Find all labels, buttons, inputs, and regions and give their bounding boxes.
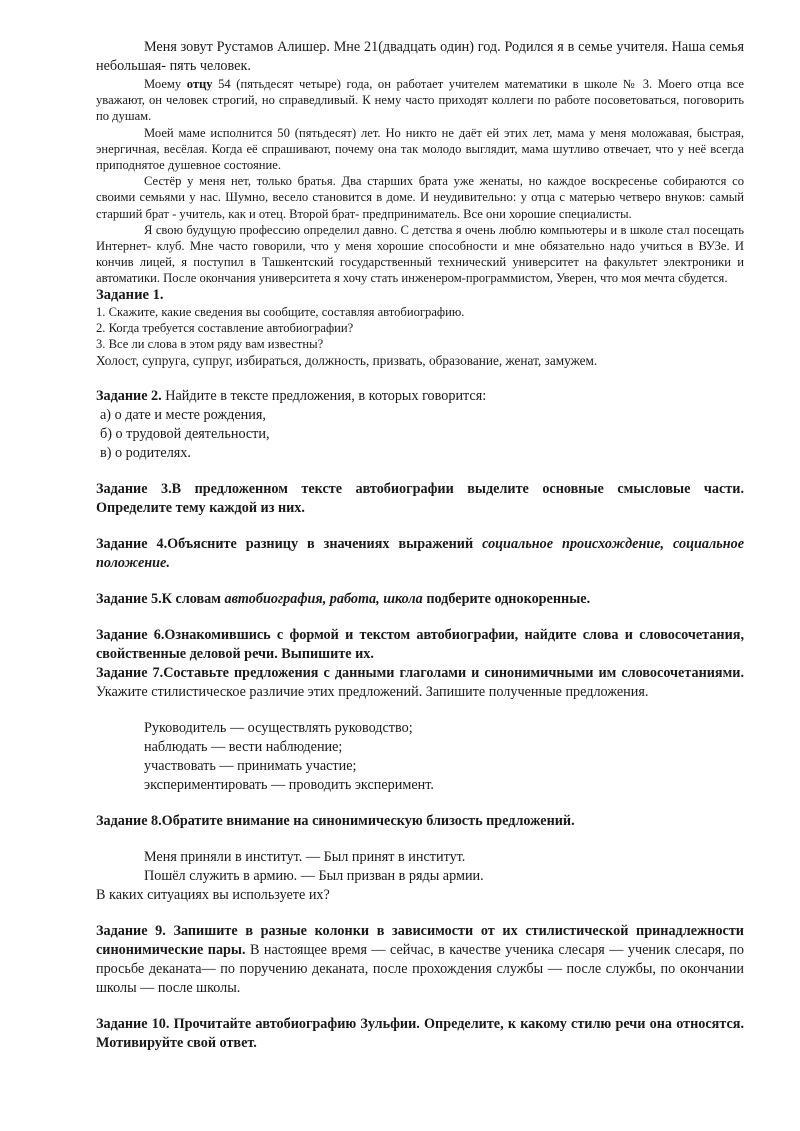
- task5-end: подберите однокоренные.: [422, 590, 591, 607]
- task8-example-2: Пошёл служить в армию. — Был призван в ряды армии.: [144, 867, 484, 884]
- task7-pair: наблюдать — вести наблюдение;: [144, 738, 343, 755]
- task5-text: [96, 590, 744, 609]
- task7-pair: экспериментировать — проводить эксперимент.: [144, 776, 434, 793]
- task2-item-a: а) о дате и месте рождения,: [100, 406, 266, 423]
- task9-rest: В настоящее время — сейчас, в качестве ученика слесаря — ученик слесаря, по просьбе деканата— по поручению деканата, после прохождения службы — после службы, по окончании школы — после школы.: [96, 941, 744, 996]
- bio-paragraph-3: Моей маме исполнится 50 (пятьдесят) лет. Но никто не даёт ей этих лет, мама у меня моложавая, быстрая, энергичная, весёлая. Когда её спрашивают, почему она так молодо выглядит, мама шутливо отвечает, что у неё всегда приподнятое душевное состояние.: [96, 125, 744, 173]
- task5-italic: автобиография, работа, школа: [224, 590, 423, 607]
- task4-text: [96, 535, 744, 573]
- bio-p2-start: Моему: [144, 77, 187, 91]
- task6-text: Задание 6.Ознакомившись с формой и текстом автобиографии, найдите слова и словосочетания, свойственные деловой речи. Выпишите их.: [96, 626, 744, 662]
- task2-item-b: б) о трудовой деятельности,: [100, 425, 270, 442]
- task7-pair: участвовать — принимать участие;: [144, 757, 357, 774]
- task8-text: Задание 8.Обратите внимание на синонимическую близость предложений.: [96, 812, 575, 829]
- bio-paragraph-1: Меня зовут Рустамов Алишер. Мне 21(двадцать один) год. Родился я в семье учителя. Наша семья небольшая- пять человек.: [96, 39, 744, 74]
- task4-start: Задание 4.Объясните разницу в значениях выражений: [96, 535, 483, 552]
- task1-question-2: 2. Когда требуется составление автобиографии?: [96, 320, 354, 335]
- task2-title: Задание 2.: [96, 387, 162, 404]
- bio-paragraph-4: Сестёр у меня нет, только братья. Два старших брата уже женаты, но каждое воскресенье собираются со своими семьями у нас. Шумно, весело становится в доме. И неудивительно: у отца с матерью четверо внуков: самый старший брат - учитель, как и отец. Второй брат- предприниматель. Все они хорошие специалисты.: [96, 174, 744, 221]
- bio-p2-rest: 54 (пятьдесят четыре) года, он работает учителем математики в школе № 3. Моего отца все уважают, он человек строгий, но справедливый. К нему часто приходят коллеги по работе посоветоваться, поговорить по душам.: [96, 77, 745, 124]
- task3-text: Задание 3.В предложенном тексте автобиографии выделите основные смысловые части. Определите тему каждой из них.: [96, 480, 744, 516]
- task10-text: Задание 10. Прочитайте автобиографию Зульфии. Определите, к какому стилю речи она относятся. Мотивируйте свой ответ.: [96, 1015, 744, 1051]
- bio-paragraph-5: Я свою будущую профессию определил давно. С детства я очень люблю компьютеры и в школе стал посещать Интернет- клуб. Мне часто говорили, что у меня хорошие способности и мне обязательно надо учиться в ВУЗе. И кончив лицей, я поступил в Ташкентский государственный технический университет на факультет электроники и автоматики. После окончания университета я хочу стать инженером-программистом, Уверен, что моя мечта сбудется.: [96, 222, 744, 286]
- bio-paragraph-2: [96, 76, 744, 125]
- task9-text: [96, 922, 744, 998]
- task1-words: Холост, супруга, супруг, избираться, должность, призвать, образование, женат, замужем.: [96, 353, 598, 369]
- task7-text: [96, 664, 744, 702]
- task8-question: В каких ситуациях вы используете их?: [96, 886, 330, 903]
- task4-italic: социальное происхождение, социальное положение.: [96, 535, 744, 571]
- task5-start: Задание 5.К словам: [96, 590, 225, 607]
- task7-bold: Задание 7.Составьте предложения с данными глаголами и синонимичными им словосочетаниями.: [96, 664, 744, 681]
- task1-question-3: 3. Все ли слова в этом ряду вам известны?: [96, 337, 324, 352]
- bio-p2-bold: отцу: [186, 77, 213, 91]
- task7-rest: Укажите стилистическое различие этих предложений. Запишите полученные предложения.: [96, 683, 649, 700]
- task2-item-c: в) о родителях.: [100, 444, 191, 461]
- document-page: [96, 38, 744, 1053]
- task9-bold: Задание 9. Запишите в разные колонки в зависимости от их стилистической принадлежности синонимические пары.: [96, 922, 744, 958]
- task2-heading: [96, 387, 744, 406]
- task7-pair: Руководитель — осуществлять руководство;: [144, 719, 413, 736]
- task1-title: Задание 1.: [96, 286, 164, 303]
- task1-question-1: 1. Скажите, какие сведения вы сообщите, составляя автобиографию.: [96, 304, 465, 319]
- task8-example-1: Меня приняли в институт. — Был принят в институт.: [144, 848, 466, 865]
- task2-text: Найдите в тексте предложения, в которых говорится:: [161, 387, 487, 404]
